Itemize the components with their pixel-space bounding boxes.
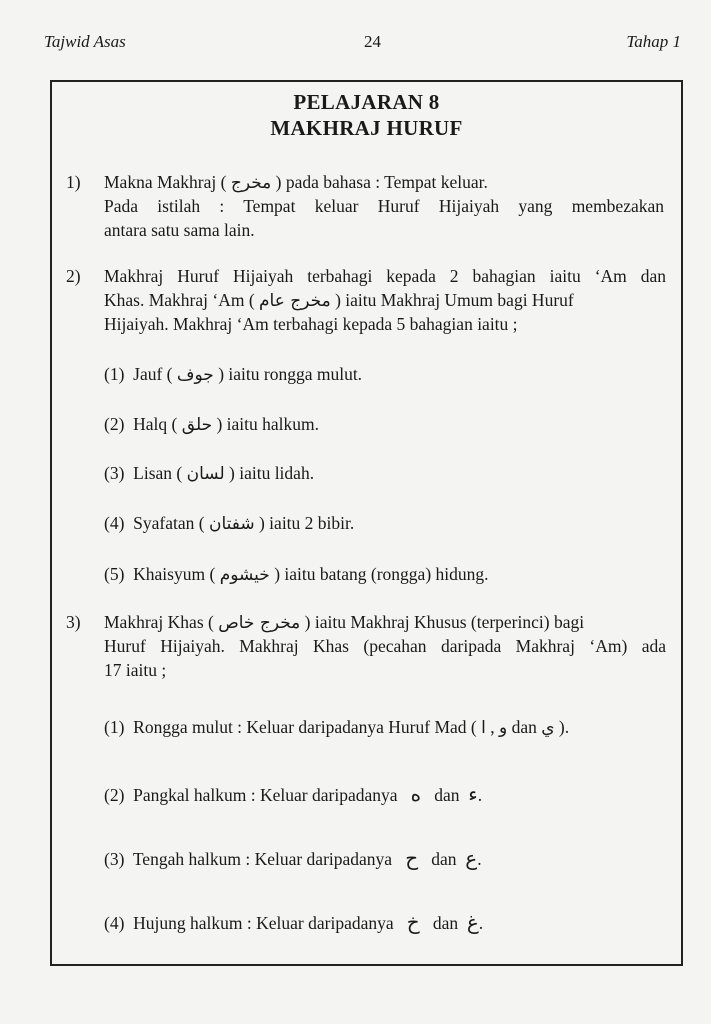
item-number: (2)	[104, 414, 125, 434]
section-1-number: 1)	[66, 172, 81, 192]
page-number: 24	[364, 32, 381, 51]
text: dan	[431, 849, 457, 869]
arabic-letter: خ	[406, 910, 420, 934]
text: ) pada bahasa : Tempat keluar.	[275, 172, 488, 192]
item-number: (3)	[104, 463, 125, 483]
arabic-letter: ا	[481, 718, 486, 738]
section-3-line-2: Huruf Hijaiyah. Makhraj Khas (pecahan daripada Makhraj ‘Am) ada	[104, 636, 666, 656]
text: Makhraj Khas (	[104, 612, 214, 632]
arabic-letter: ح	[405, 846, 419, 870]
text: Khas. Makhraj ‘Am (	[104, 290, 255, 310]
text: Lisan (	[133, 463, 183, 483]
text: ) iaitu halkum.	[216, 414, 320, 434]
arabic-letter: ء	[468, 782, 478, 806]
section-3-item	[104, 910, 483, 934]
item-number: (4)	[104, 513, 125, 533]
section-3-line-1	[104, 612, 584, 633]
text: .	[477, 849, 482, 869]
section-2-item	[104, 463, 314, 484]
section-3-item	[104, 782, 482, 806]
text: Syafatan (	[133, 513, 205, 533]
section-3-item	[104, 717, 569, 738]
arabic-term: خيشوم	[219, 565, 270, 585]
item-number: (5)	[104, 564, 125, 584]
text: Hujung halkum : Keluar daripadanya	[133, 913, 394, 933]
text: ) iaitu rongga mulut.	[218, 364, 363, 384]
section-2-item	[104, 513, 354, 534]
lesson-subtitle: MAKHRAJ HURUF	[270, 116, 463, 140]
section-1-line-1	[104, 172, 488, 193]
arabic-term: شفتان	[208, 514, 255, 534]
item-number: (1)	[104, 364, 125, 384]
text: Khaisyum (	[133, 564, 216, 584]
text: dan	[434, 785, 460, 805]
text: Tengah halkum : Keluar daripadanya	[132, 849, 393, 869]
arabic-term: مخرج	[230, 173, 272, 193]
item-number: (2)	[104, 785, 125, 805]
section-2-item	[104, 414, 319, 435]
section-1-line-3: antara satu sama lain.	[104, 220, 255, 240]
text: .	[477, 785, 483, 805]
section-2-item	[104, 564, 489, 585]
book-title: Tajwid Asas	[44, 32, 126, 51]
level-label: Tahap 1	[626, 32, 681, 51]
text: Halq (	[133, 414, 178, 434]
arabic-term: مخرج عام	[259, 291, 331, 311]
section-3-number: 3)	[66, 612, 81, 632]
arabic-letter: ي	[541, 718, 555, 738]
text: ) iaitu 2 bibir.	[258, 513, 355, 533]
arabic-term: حلق	[181, 415, 213, 435]
section-3-item	[104, 846, 482, 870]
text: ) iaitu Makhraj Khusus (terperinci) bagi	[304, 612, 585, 632]
text: ) iaitu lidah.	[229, 463, 315, 483]
item-number: (4)	[104, 913, 125, 933]
text: ) iaitu Makhraj Umum bagi Huruf	[335, 290, 574, 310]
arabic-letter: و	[498, 718, 508, 738]
arabic-letter: ع	[465, 846, 478, 870]
text: ,	[485, 717, 499, 737]
arabic-term: جوف	[176, 365, 214, 385]
text: ) iaitu batang (rongga) hidung.	[274, 564, 489, 584]
arabic-term: لسان	[186, 464, 225, 484]
lesson-title: PELAJARAN 8	[293, 90, 440, 114]
arabic-letter: غ	[466, 910, 479, 934]
arabic-letter: ه	[410, 782, 422, 806]
text: .	[478, 913, 484, 933]
section-2-item	[104, 364, 362, 385]
text: ).	[554, 717, 570, 737]
section-2-line-1: Makhraj Huruf Hijaiyah terbahagi kepada 2 bahagian iaitu ‘Am dan	[104, 266, 666, 286]
text: Jauf (	[133, 364, 173, 384]
text: dan	[432, 913, 459, 933]
arabic-term: مخرج خاص	[218, 613, 301, 633]
section-1-line-2: Pada istilah : Tempat keluar Huruf Hijaiyah yang membezakan	[104, 196, 664, 216]
section-2-line-2	[104, 290, 574, 311]
section-2-number: 2)	[66, 266, 81, 286]
item-number: (3)	[104, 849, 125, 869]
lesson-frame	[50, 80, 683, 966]
section-3-line-3: 17 iaitu ;	[104, 660, 167, 680]
text: Makna Makhraj (	[104, 172, 227, 192]
section-2-line-3: Hijaiyah. Makhraj ‘Am terbahagi kepada 5 bahagian iaitu ;	[104, 314, 518, 334]
item-number: (1)	[104, 717, 125, 737]
text: Pangkal halkum : Keluar daripadanya	[133, 785, 398, 805]
text: Rongga mulut : Keluar daripadanya Huruf Mad (	[133, 717, 477, 737]
text: dan	[507, 717, 542, 737]
running-header	[44, 32, 681, 56]
